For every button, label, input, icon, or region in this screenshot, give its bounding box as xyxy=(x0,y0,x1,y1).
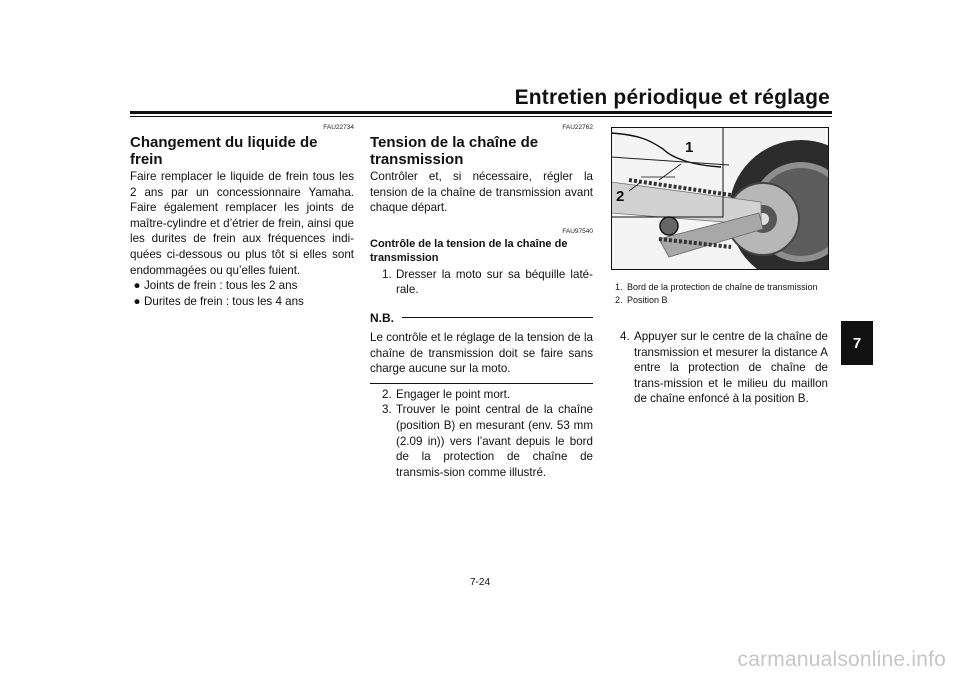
header-rule-thin xyxy=(130,116,832,117)
chain-drawing xyxy=(611,127,829,270)
caption-number: 2. xyxy=(615,295,623,305)
caption-item xyxy=(615,281,827,293)
note-header xyxy=(370,311,593,325)
subsection-code: FAU97540 xyxy=(562,227,593,235)
left-column xyxy=(130,124,354,309)
bullet-item xyxy=(130,294,354,310)
chapter-tab: 7 xyxy=(841,321,873,365)
step-item xyxy=(620,329,828,407)
subsection-title-line: transmission xyxy=(370,251,439,264)
chain-illustration xyxy=(611,127,829,270)
bullet-item xyxy=(130,278,354,294)
header-rule-thick xyxy=(130,111,832,114)
bullet-text: Durites de frein : tous les 4 ans xyxy=(144,294,304,308)
section-code: FAU22734 xyxy=(323,124,354,131)
step-item xyxy=(370,387,593,403)
subsection-title xyxy=(370,237,593,265)
section-paragraph: Faire remplacer le liquide de frein tous les 2 ans par un concessionnaire Yamaha. Faire également remplacer les joints de maître-cylindre et d’étrier de frein, ainsi que les durites de frein aux fréquences indi-quées ci-dessous ou plus tôt si elles sont endommagées ou qu’elles fuient. xyxy=(130,170,354,277)
note-title: N.B. xyxy=(370,310,394,325)
step-number: 2. xyxy=(382,387,392,401)
caption-item xyxy=(615,294,827,306)
bullet-text: Joints de frein : tous les 2 ans xyxy=(144,279,298,293)
section-paragraph: Contrôler et, si nécessaire, régler la tension de la chaîne de transmission avant chaque départ. xyxy=(370,170,593,215)
note-bottom-rule xyxy=(370,383,593,384)
figure-label: 2 xyxy=(616,188,625,205)
note-text: Le contrôle et le réglage de la tension de la chaîne de transmission doit se faire sans charge aucune sur la moto. xyxy=(370,330,593,376)
section-title xyxy=(370,134,593,168)
step-text: Engager le point mort. xyxy=(396,387,511,401)
page-title: Entretien périodique et réglage xyxy=(514,86,830,109)
step-item xyxy=(370,267,593,298)
step-number: 4. xyxy=(620,330,630,343)
bullet-dot-icon: ● xyxy=(133,279,141,293)
figure-captions xyxy=(615,281,827,306)
bullet-dot-icon: ● xyxy=(133,294,141,308)
step-text: Trouver le point central de la chaîne (position B) en mesurant (env. 53 mm (2.09 in)) vers l’avant depuis le bord de la protection de chaîne de transmis-sion comme illustré. xyxy=(396,403,593,479)
page-number: 7-24 xyxy=(469,577,490,588)
step-text: Appuyer sur le centre de la chaîne de transmission et mesurer la distance A entre la protection de chaîne de trans-mission et le milieu du maillon de chaîne enfoncé à la position B. xyxy=(634,330,828,406)
section-code: FAU22762 xyxy=(562,124,593,131)
middle-column xyxy=(370,124,593,480)
caption-number: 1. xyxy=(615,282,623,292)
step-number: 3. xyxy=(382,403,392,417)
figure-label: 1 xyxy=(685,139,694,156)
step-item xyxy=(370,402,593,480)
note-rule xyxy=(402,317,593,318)
section-title: Changement du liquide de frein xyxy=(130,134,318,168)
watermark-link[interactable]: carmanualsonline.info xyxy=(737,648,946,671)
step-number: 1. xyxy=(382,267,392,281)
caption-text: Position B xyxy=(627,295,668,305)
caption-text: Bord de la protection de chaîne de transmission xyxy=(627,282,818,292)
section-title-line: transmission xyxy=(370,151,464,168)
section-title-line: Tension de la chaîne de xyxy=(370,134,539,151)
subsection-title-line: Contrôle de la tension de la chaîne de xyxy=(370,237,568,250)
step-text: Dresser la moto sur sa béquille laté-rale. xyxy=(396,267,593,297)
